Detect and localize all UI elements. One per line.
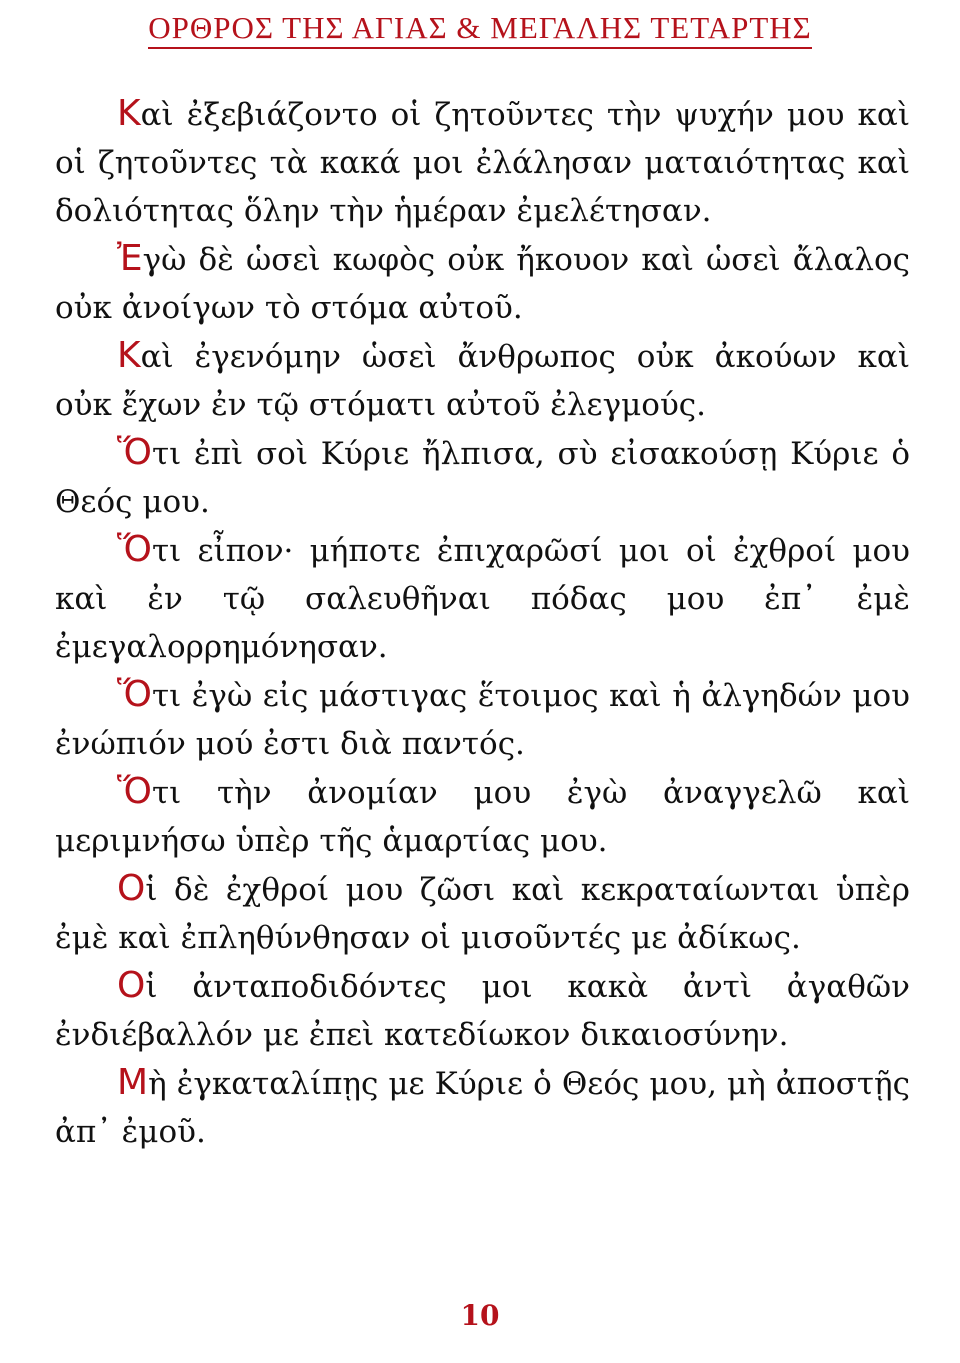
verse-paragraph [55, 768, 910, 865]
verse-initial: Ὅ [117, 432, 152, 473]
verse-text: τι ἐπὶ σοὶ Κύριε ἤλπισα, σὺ εἰσακούσῃ Κύριε ὁ Θεός μου. [55, 436, 910, 520]
psalm-text [55, 90, 910, 1156]
verse-text: τι ἐγὼ εἰς μάστιγας ἕτοιμος καὶ ἡ ἀλγηδών μου ἐνώπιόν μού ἐστι διὰ παντός. [55, 678, 910, 762]
verse-initial: Ο [117, 868, 146, 909]
verse-initial: Ὅ [117, 771, 152, 812]
verse-paragraph [55, 1059, 910, 1156]
verse-initial: Κ [117, 335, 141, 376]
verse-paragraph [55, 332, 910, 429]
verse-paragraph [55, 962, 910, 1059]
verse-paragraph [55, 526, 910, 671]
verse-text: αὶ ἐξεβιάζοντο οἱ ζητοῦντες τὴν ψυχήν μου καὶ οἱ ζητοῦντες τὰ κακά μοι ἐλάλησαν ματαιότητας καὶ δολιότητας ὅλην τὴν ἡμέραν ἐμελέτησαν. [55, 97, 910, 229]
verse-paragraph [55, 429, 910, 526]
page-number: 10 [460, 1299, 500, 1332]
verse-initial: Ἐ [117, 238, 143, 279]
verse-text: γὼ δὲ ὡσεὶ κωφὸς οὐκ ἤκουον καὶ ὡσεὶ ἄλαλος οὐκ ἀνοίγων τὸ στόμα αὐτοῦ. [55, 242, 910, 326]
running-header-title: ΟΡΘΡΟΣ ΤΗΣ ΑΓΙΑΣ & ΜΕΓΑΛΗΣ ΤΕΤΑΡΤΗΣ [148, 10, 811, 49]
verse-paragraph [55, 90, 910, 235]
verse-text: αὶ ἐγενόμην ὡσεὶ ἄνθρωπος οὐκ ἀκούων καὶ οὐκ ἔχων ἐν τῷ στόματι αὐτοῦ ἐλεγμούς. [55, 339, 910, 423]
verse-initial: Ο [117, 965, 146, 1006]
verse-initial: Κ [117, 93, 141, 134]
verse-initial: Ὅ [117, 529, 152, 570]
verse-text: τι τὴν ἀνομίαν μου ἐγὼ ἀναγγελῶ καὶ μεριμνήσω ὑπὲρ τῆς ἁμαρτίας μου. [55, 775, 910, 859]
verse-text: ἱ ἀνταποδιδόντες μοι κακὰ ἀντὶ ἀγαθῶν ἐνδιέβαλλόν με ἐπεὶ κατεδίωκον δικαιοσύνην. [55, 969, 910, 1053]
verse-text: τι εἶπον· μήποτε ἐπιχαρῶσί μοι οἱ ἐχθροί μου καὶ ἐν τῷ σαλευθῆναι πόδας μου ἐπ᾽ ἐμὲ ἐμεγαλορρημόνησαν. [55, 533, 910, 665]
verse-paragraph [55, 671, 910, 768]
verse-text: ἱ δὲ ἐχθροί μου ζῶσι καὶ κεκραταίωνται ὑπὲρ ἐμὲ καὶ ἐπληθύνθησαν οἱ μισοῦντές με ἀδίκως. [55, 872, 910, 956]
running-header [0, 8, 960, 49]
verse-initial: Μ [117, 1062, 149, 1103]
verse-initial: Ὅ [117, 674, 152, 715]
verse-paragraph [55, 235, 910, 332]
verse-paragraph [55, 865, 910, 962]
verse-text: ὴ ἐγκαταλίπῃς με Κύριε ὁ Θεός μου, μὴ ἀποστῇς ἀπ᾽ ἐμοῦ. [55, 1066, 910, 1150]
